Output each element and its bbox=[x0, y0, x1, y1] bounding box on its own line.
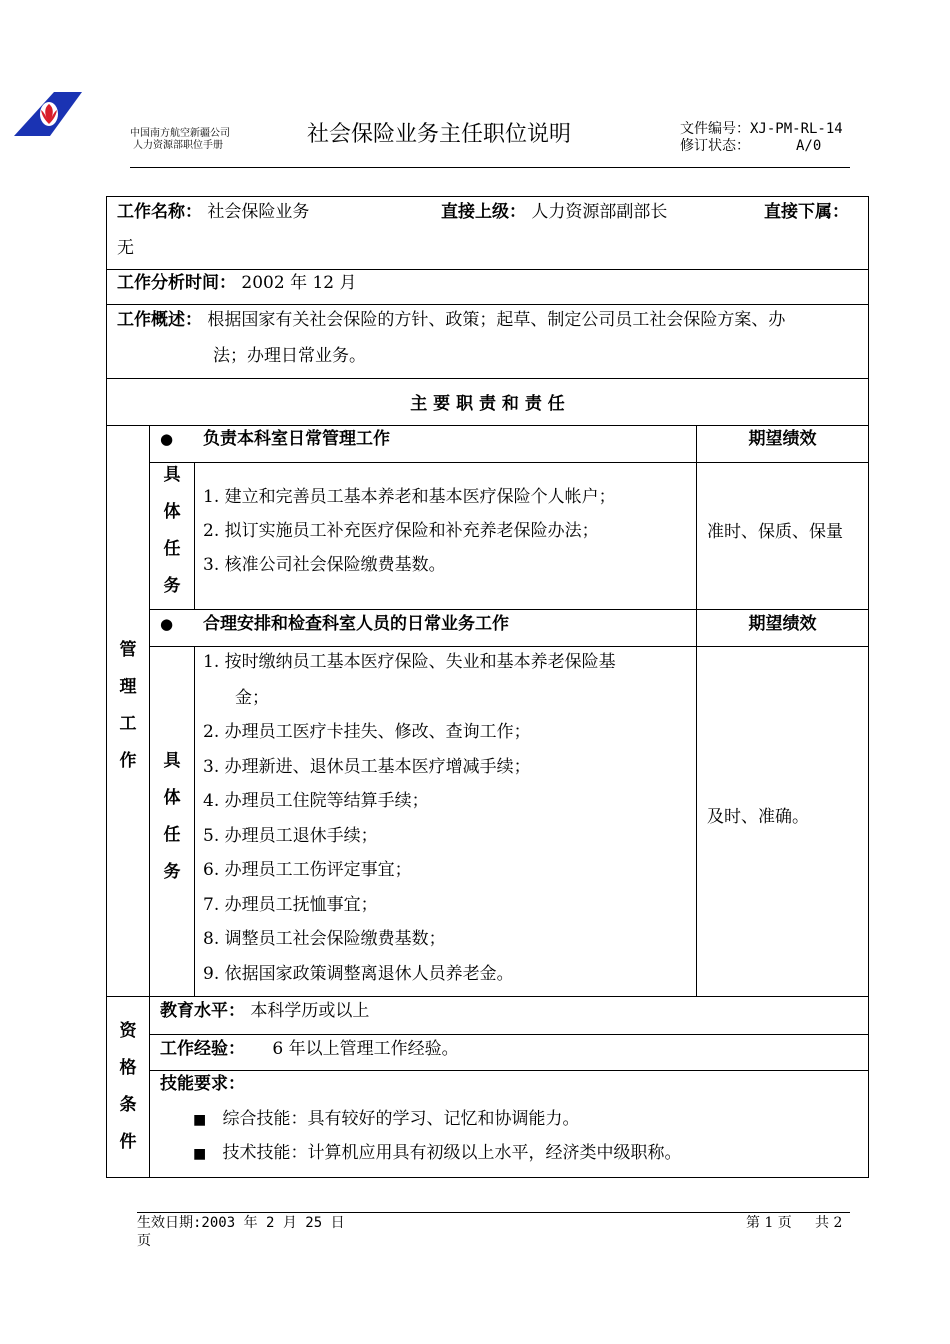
analysis-row: 工作分析时间： 2002 年 12 月 bbox=[117, 273, 357, 293]
subordinate-label: 直接下属 bbox=[764, 202, 832, 222]
group1-task: 3. 核准公司社会保险缴费基数。 bbox=[203, 555, 446, 575]
manual-name: 人力资源部职位手册 bbox=[133, 140, 223, 151]
duties-section-title: 主 要 职 责 和 责 任 bbox=[410, 394, 565, 414]
effective-date: 生效日期:2003 年 2 月 25 日 bbox=[137, 1215, 345, 1231]
group2-task: 1. 按时缴纳员工基本医疗保险、失业和基本养老保险基 bbox=[203, 652, 616, 672]
education-value: 本科学历或以上 bbox=[250, 1001, 370, 1021]
job-name-value: 社会保险业务 bbox=[207, 202, 310, 222]
analysis-value: 2002 年 12 月 bbox=[241, 273, 357, 293]
group1-task: 2. 拟订实施员工补充医疗保险和补充养老保险办法； bbox=[203, 521, 599, 541]
company-name: 中国南方航空新疆公司 bbox=[130, 128, 230, 139]
group2-performance: 及时、准确。 bbox=[707, 807, 809, 827]
management-side-label: 管 理 工 作 bbox=[119, 640, 137, 771]
company-logo bbox=[12, 90, 84, 140]
skill-item: ■ 技术技能：计算机应用具有初级以上水平，经济类中级职称。 bbox=[193, 1143, 682, 1163]
page-title: 社会保险业务主任职位说明 bbox=[307, 122, 572, 147]
page-total-suffix: 页 bbox=[137, 1233, 151, 1249]
group1-task-label: 具 体 任 务 bbox=[163, 465, 181, 596]
group1-task: 1. 建立和完善员工基本养老和基本医疗保险个人帐户； bbox=[203, 487, 616, 507]
skill-item: ■ 综合技能：具有较好的学习、记忆和协调能力。 bbox=[193, 1109, 580, 1129]
superior-label: 直接上级 bbox=[441, 202, 509, 222]
group2-task: 3. 办理新进、退休员工基本医疗增减手续； bbox=[203, 757, 531, 777]
page-current: 第 1 页 bbox=[746, 1215, 792, 1231]
summary-label: 工作概述 bbox=[117, 310, 185, 330]
page-total: 共 2 bbox=[815, 1215, 843, 1231]
group2-task: 6. 办理员工工伤评定事宜； bbox=[203, 860, 412, 880]
job-name-label: 工作名称 bbox=[117, 202, 185, 222]
skills-label: 技能要求： bbox=[160, 1074, 245, 1094]
group2-task: 9. 依据国家政策调整离退休人员养老金。 bbox=[203, 964, 514, 984]
header-rule bbox=[130, 167, 850, 168]
group1-performance-header: 期望绩效 bbox=[748, 429, 817, 449]
job-name-row: 工作名称： 社会保险业务 bbox=[117, 202, 310, 222]
experience-label: 工作经验： bbox=[160, 1039, 245, 1059]
subordinate-row: 直接下属： bbox=[764, 202, 849, 222]
group1-bullet: ● bbox=[160, 430, 174, 448]
group2-performance-header: 期望绩效 bbox=[748, 614, 817, 634]
experience-row bbox=[160, 1038, 459, 1060]
superior-value: 人力资源部副部长 bbox=[531, 202, 668, 222]
education-row bbox=[160, 1000, 369, 1022]
group1-title: 负责本科室日常管理工作 bbox=[203, 429, 390, 449]
group2-task: 4. 办理员工住院等结算手续； bbox=[203, 791, 429, 811]
group2-title: 合理安排和检查科室人员的日常业务工作 bbox=[203, 614, 509, 634]
analysis-label: 工作分析时间 bbox=[117, 273, 219, 293]
group2-bullet: ● bbox=[160, 615, 174, 633]
group2-task: 7. 办理员工抚恤事宜； bbox=[203, 895, 378, 915]
revision-value: A/0 bbox=[796, 138, 822, 154]
qualifications-side-label: 资 格 条 件 bbox=[119, 1021, 137, 1152]
group2-task: 8. 调整员工社会保险缴费基数； bbox=[203, 929, 446, 949]
education-label: 教育水平： bbox=[160, 1001, 245, 1021]
superior-row: 直接上级： 人力资源部副部长 bbox=[441, 202, 668, 222]
footer-rule bbox=[137, 1212, 850, 1213]
summary-line1: 根据国家有关社会保险的方针、政策；起草、制定公司员工社会保险方案、办 bbox=[207, 310, 786, 330]
experience-value: 6 年以上管理工作经验。 bbox=[272, 1039, 459, 1059]
group2-task: 金； bbox=[235, 688, 269, 708]
group2-task: 5. 办理员工退休手续； bbox=[203, 826, 378, 846]
subordinate-value: 无 bbox=[117, 238, 134, 258]
group1-performance: 准时、保质、保量 bbox=[707, 522, 843, 542]
group2-task: 2. 办理员工医疗卡挂失、修改、查询工作； bbox=[203, 722, 531, 742]
group2-task-label: 具 体 任 务 bbox=[163, 751, 181, 882]
summary-line2: 法；办理日常业务。 bbox=[213, 346, 366, 366]
summary-row: 工作概述： 根据国家有关社会保险的方针、政策；起草、制定公司员工社会保险方案、办 bbox=[117, 310, 786, 330]
doc-number: 文件编号：XJ-PM-RL-14 bbox=[680, 121, 843, 137]
revision-label: 修订状态： bbox=[680, 138, 750, 154]
